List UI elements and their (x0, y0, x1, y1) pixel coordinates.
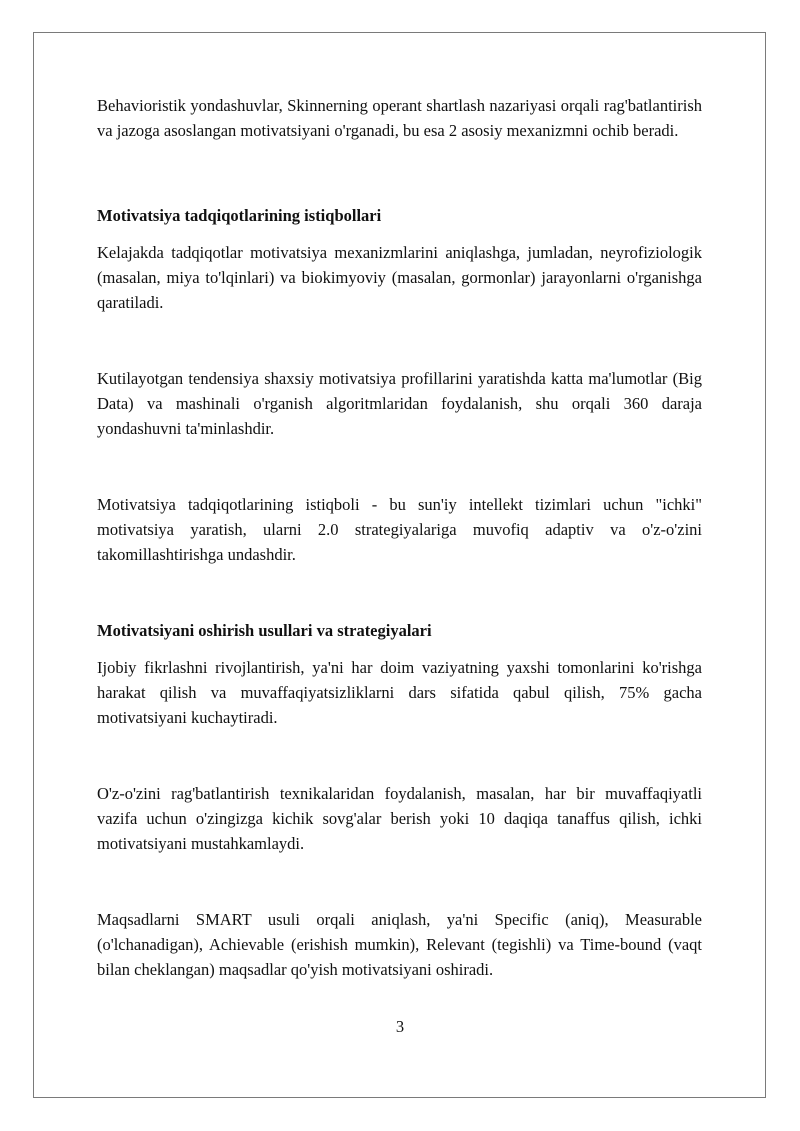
paragraph-self-reward: O'z-o'zini rag'batlantirish texnikalaridan foydalanish, masalan, har bir muvaffaqiyatli vazifa uchun o'zingizga kichik sovg'alar berish yoki 10 daqiqa tanaffus qilish, ichki motivatsiyani mustahkamlaydi. (97, 784, 702, 853)
page-number: 3 (395, 1017, 405, 1036)
paragraph-ai-motivation: Motivatsiya tadqiqotlarining istiqboli - bu sun'iy intellekt tizimlari uchun "ichki" motivatsiya yaratish, ularni 2.0 strategiyalariga muvofiq adaptiv va o'z-o'zini takomillashtirishga undashdir. (97, 495, 702, 564)
paragraph-future-research: Kelajakda tadqiqotlar motivatsiya mexanizmlarini aniqlashga, jumladan, neyrofiziologik (masalan, miya to'lqinlari) va biokimyoviy (masalan, gormonlar) jarayonlarni o'rganishga qaratiladi. (97, 243, 702, 312)
paragraph-positive-thinking: Ijobiy fikrlashni rivojlantirish, ya'ni har doim vaziyatning yaxshi tomonlarini ko'rishga harakat qilish va muvaffaqiyatsizliklarni dars sifatida qabul qilish, 75% gacha motivatsiyani kuchaytiradi. (97, 658, 702, 727)
section-heading-strategies: Motivatsiyani oshirish usullari va strategiyalari (97, 621, 432, 640)
paragraph-behaviorist: Behavioristik yondashuvlar, Skinnerning operant shartlash nazariyasi orqali rag'batlantirish va jazoga asoslangan motivatsiyani o'rganadi, bu esa 2 asosiy mexanizmni ochib beradi. (97, 96, 702, 140)
document-body (97, 93, 702, 982)
section-heading-research-prospects: Motivatsiya tadqiqotlarining istiqbollari (97, 206, 382, 225)
paragraph-smart-goals: Maqsadlarni SMART usuli orqali aniqlash, ya'ni Specific (aniq), Measurable (o'lchanadigan), Achievable (erishish mumkin), Relevant (tegishli) va Time-bound (vaqt bilan cheklangan) maqsadlar qo'yish motivatsiyani oshiradi. (97, 910, 702, 979)
paragraph-big-data: Kutilayotgan tendensiya shaxsiy motivatsiya profillarini yaratishda katta ma'lumotlar (Big Data) va mashinali o'rganish algoritmlaridan foydalanish, shu orqali 360 daraja yondashuvni ta'minlashdir. (97, 369, 702, 438)
